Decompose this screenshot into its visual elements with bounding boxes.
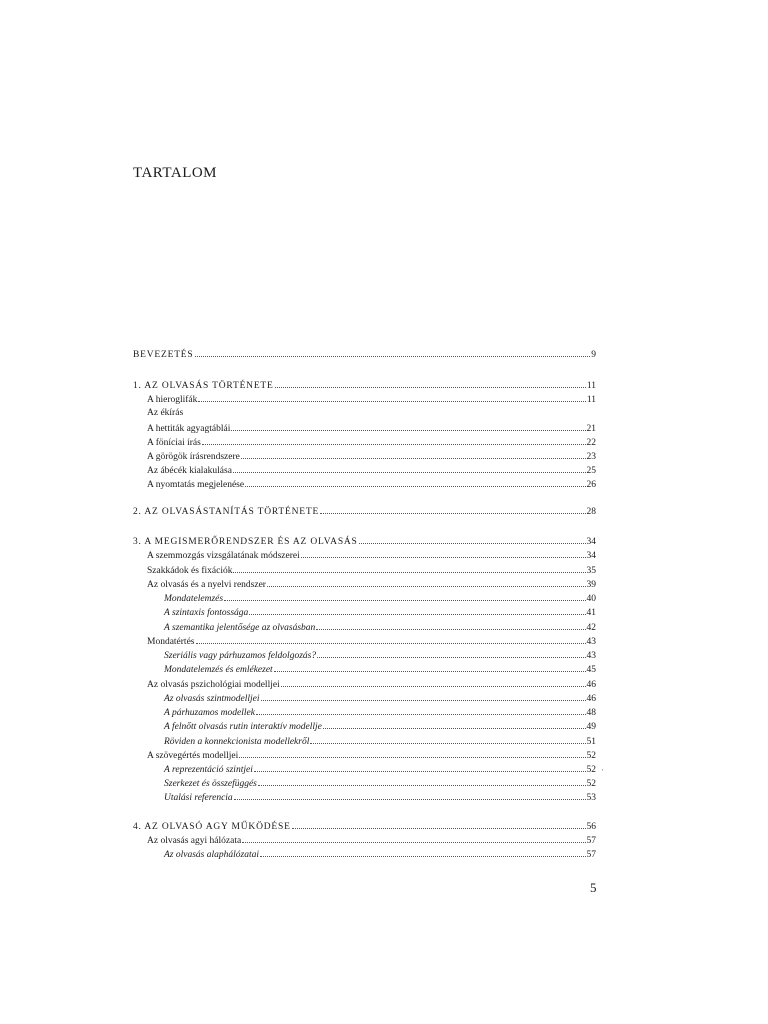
toc-entry-page: 26 [586,480,596,490]
toc-entry [133,564,596,577]
toc-entry [133,407,596,419]
toc-entry [133,535,596,548]
toc-entry [133,464,596,477]
toc-entry-label: Az olvasás agyi hálózata [147,836,242,846]
toc-entry-label: A görögök írásrendszere [147,452,240,462]
page-number: 5 [590,880,597,895]
toc-entry-label: Mondatelemzés [164,594,224,604]
toc-leader-dots [231,422,585,431]
toc-entry-label: A felnőtt olvasás rutin interaktív modellje [164,722,322,732]
toc-entry [133,578,596,591]
toc-leader-dots [239,749,585,758]
toc-entry-label: A föníciai írás [147,438,201,448]
toc-entry-page: 42 [586,623,596,633]
toc-entry [133,450,596,463]
toc-entry-label: A hettiták agyagtáblái [147,424,231,434]
toc-entry [133,678,596,691]
toc-entry-page: 34 [586,537,596,547]
toc-leader-dots [241,450,586,459]
toc-entry-label: A hieroglifák [147,395,198,405]
toc-entry-page: 49 [586,722,596,732]
toc-entry-page: 52 [586,751,596,761]
toc-leader-dots [310,735,585,744]
toc-leader-dots [261,692,586,701]
toc-entry-page: 23 [586,452,596,462]
toc-leader-dots [275,379,586,388]
toc-leader-dots [258,777,586,786]
toc-entry-page: 43 [586,637,596,647]
toc-entry [133,706,596,719]
toc-leader-dots [233,564,585,573]
toc-entry-page: 25 [586,466,596,476]
toc-entry [133,777,596,790]
toc-leader-dots [267,578,586,587]
toc-leader-dots [234,791,586,800]
toc-entry [133,549,596,562]
toc-leader-dots [323,720,586,729]
toc-leader-dots [301,549,586,558]
toc-entry [133,848,596,861]
toc-entry [133,379,596,392]
toc-leader-dots [254,763,586,772]
toc-leader-dots [195,348,591,357]
toc-leader-dots [242,834,585,843]
toc-entry-page: 52 [586,765,596,775]
toc-entry-label: A szintaxis fontossága [164,608,249,618]
toc-leader-dots [202,436,586,445]
toc-leader-dots [281,678,586,687]
toc-entry-label: Az ékírás [147,408,184,418]
toc-entry-label: Az olvasás szintmodelljei [164,694,260,704]
toc-leader-dots [316,621,585,630]
toc-leader-dots [233,464,586,473]
toc-entry-page: 53 [586,793,596,803]
toc-entry-page: 21 [586,424,596,434]
toc-entry [133,692,596,705]
toc-entry-page: 9 [591,350,596,360]
toc-entry-label: 2. AZ OLVASÁSTANÍTÁS TÖRTÉNETE [133,507,320,517]
toc-entry-label: Szakkádok és fixációk [147,566,233,576]
toc-entry [133,663,596,676]
toc-entry [133,505,596,518]
toc-leader-dots [317,649,585,658]
toc-entry-label: A szemmozgás vizsgálatának módszerei [147,551,300,561]
toc-entry-label: 4. AZ OLVASÓ AGY MŰKÖDÉSE [133,822,291,832]
toc-entry-label: A nyomtatás megjelenése [147,480,245,490]
toc-entry [133,422,596,435]
toc-entry-label: Röviden a konnekcionista modellekről [164,737,310,747]
toc-leader-dots [274,663,586,672]
toc-leader-dots [198,393,585,402]
toc-entry-label: Utalási referencia [164,793,233,803]
toc-entry-page: 40 [586,594,596,604]
toc-entry-label: Mondatelemzés és emlékezet [164,665,273,675]
toc-entry-page: 28 [586,507,596,517]
toc-entry [133,606,596,619]
toc-leader-dots [320,505,585,514]
toc-entry [133,649,596,662]
toc-entry-page: 51 [586,737,596,747]
toc-entry [133,735,596,748]
toc-entry-label: Az olvasás pszichológiai modelljei [147,680,280,690]
toc-entry-label: BEVEZETÉS [133,350,194,360]
toc-entry-page: 46 [586,694,596,704]
toc-entry [133,621,596,634]
toc-entry [133,592,596,605]
toc-entry-page: 52 [586,779,596,789]
toc-entry [133,720,596,733]
toc-entry-page: 56 [586,822,596,832]
toc-entry-label: A párhuzamos modellek [164,708,255,718]
toc-entry-label: Az olvasás alaphálózatai [164,850,260,860]
toc-entry [133,393,596,406]
toc-entry-page: 34 [586,551,596,561]
toc-entry [133,478,596,491]
toc-entry [133,791,596,804]
toc-entry-label: 1. AZ OLVASÁS TÖRTÉNETE [133,381,274,391]
toc-leader-dots [260,848,585,857]
toc-entry-page: 43 [586,651,596,661]
toc-entry [133,834,596,847]
toc-entry-page: 11 [586,381,596,391]
toc-entry-label: 3. A MEGISMERŐRENDSZER ÉS AZ OLVASÁS [133,537,358,547]
toc-entry [133,749,596,762]
toc-entry-page: 22 [586,438,596,448]
toc-entry-label: Az ábécék kialakulása [147,466,232,476]
toc-entry-label: A reprezentáció szintjei [164,765,253,775]
toc-entry-label: Mondatértés [147,637,195,647]
toc-entry-page: 35 [586,566,596,576]
toc-entry-page: 39 [586,580,596,590]
stray-mark: ' [602,768,604,776]
toc-entry [133,763,596,776]
toc-leader-dots [256,706,586,715]
toc-entry-page: 11 [586,395,596,405]
toc-entry-page: 45 [586,665,596,675]
toc-leader-dots [359,535,586,544]
toc-leader-dots [249,606,585,615]
toc-entry-label: A szemantika jelentősége az olvasásban [164,623,316,633]
toc-entry-label: A szövegértés modelljei [147,751,239,761]
toc-entry-page: 57 [586,836,596,846]
toc-leader-dots [224,592,585,601]
toc-leader-dots [292,820,586,829]
toc-entry [133,635,596,648]
toc-entry-page: 41 [586,608,596,618]
toc-entry-page: 57 [586,850,596,860]
toc-entry [133,436,596,449]
toc-leader-dots [196,635,586,644]
page-title: TARTALOM [133,165,218,181]
toc-leader-dots [245,478,585,487]
toc-entry-label: Az olvasás és a nyelvi rendszer [147,580,266,590]
toc-entry-page: 46 [586,680,596,690]
toc-entry-page: 48 [586,708,596,718]
toc-entry-label: Szeriális vagy párhuzamos feldolgozás? [164,651,317,661]
toc-entry [133,820,596,833]
toc-leader-dots [184,407,595,415]
toc-entry [133,348,596,361]
toc-entry-label: Szerkezet és összefüggés [164,779,257,789]
